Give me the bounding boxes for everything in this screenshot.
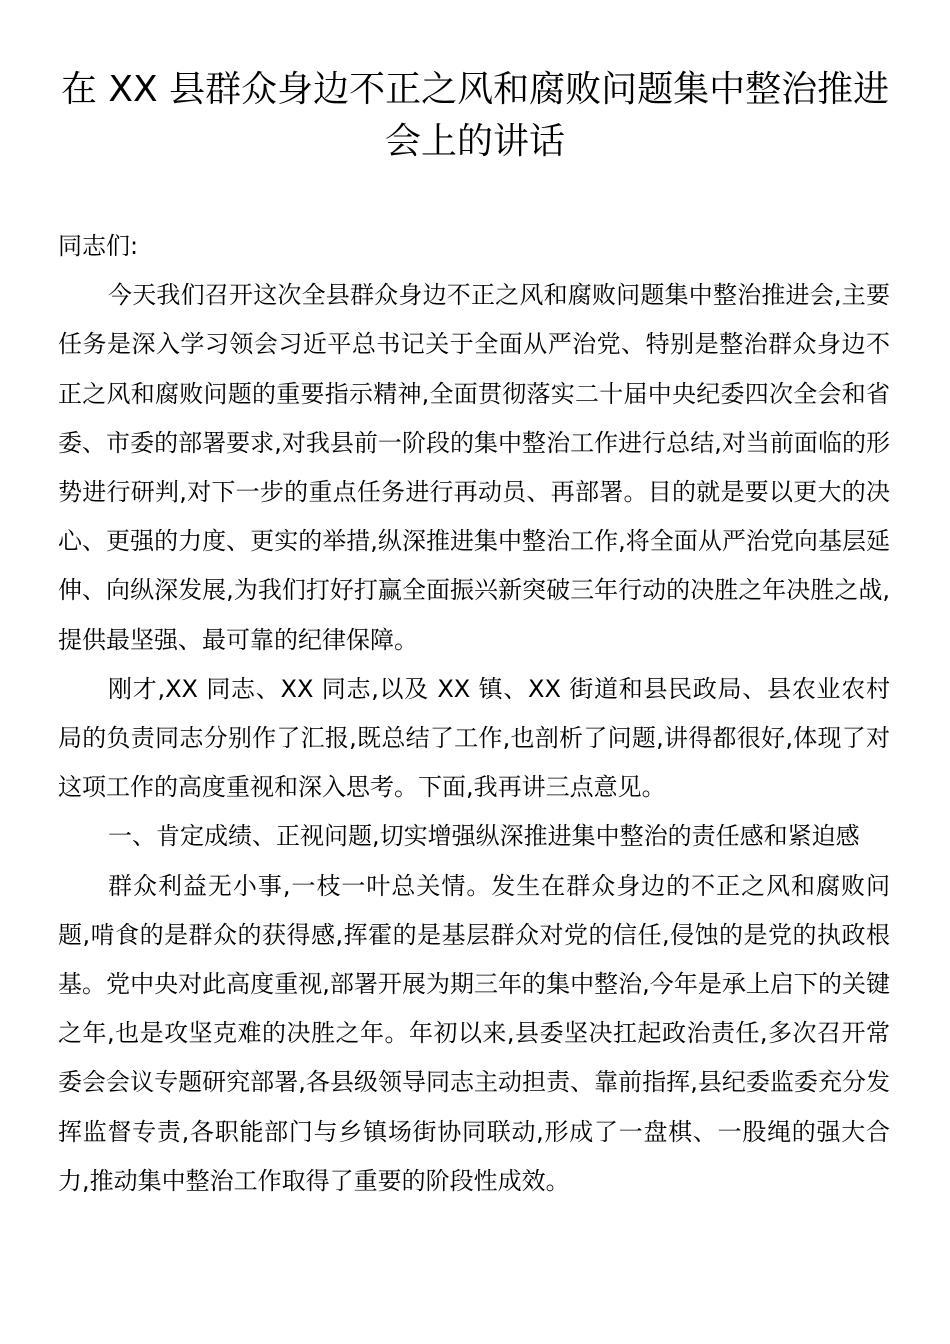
document-body	[58, 222, 890, 1206]
paragraph-section-1: 群众利益无小事,一枝一叶总关情。发生在群众身边的不正之风和腐败问题,啃食的是群众的获得感,挥霍的是基层群众对党的信任,侵蚀的是党的执政根基。党中央对此高度重视,部署开展为期三年的集中整治,今年是承上启下的关键之年,也是攻坚克难的决胜之年。年初以来,县委坚决扛起政治责任,多次召开常委会会议专题研究部署,各县级领导同志主动担责、靠前指挥,县纪委监委充分发挥监督专责,各职能部门与乡镇场街协同联动,形成了一盘棋、一股绳的强大合力,推动集中整治工作取得了重要的阶段性成效。	[58, 871, 890, 1195]
document-title: 在 XX 县群众身边不正之风和腐败问题集中整治推进会上的讲话	[60, 69, 890, 162]
paragraph-reports: 刚才,XX 同志、XX 同志,以及 XX 镇、XX 街道和县民政局、县农业农村局的负责同志分别作了汇报,既总结了工作,也剖析了问题,讲得都很好,体现了对这项工作的高度重视和深入思考。下面,我再讲三点意见。	[58, 674, 890, 802]
section-heading-1: 一、肯定成绩、正视问题,切实增强纵深推进集中整治的责任感和紧迫感	[108, 822, 860, 851]
paragraph-opening: 今天我们召开这次全县群众身边不正之风和腐败问题集中整治推进会,主要任务是深入学习领会习近平总书记关于全面从严治党、特别是整治群众身边不正之风和腐败问题的重要指示精神,全面贯彻落实二十届中央纪委四次全会和省委、市委的部署要求,对我县前一阶段的集中整治工作进行总结,对当前面临的形势进行研判,对下一步的重点任务进行再动员、再部署。目的就是要以更大的决心、更强的力度、更实的举措,纵深推进集中整治工作,将全面从严治党向基层延伸、向纵深发展,为我们打好打赢全面振兴新突破三年行动的决胜之年决胜之战,提供最坚强、最可靠的纪律保障。	[58, 281, 890, 654]
salutation: 同志们:	[58, 232, 139, 260]
